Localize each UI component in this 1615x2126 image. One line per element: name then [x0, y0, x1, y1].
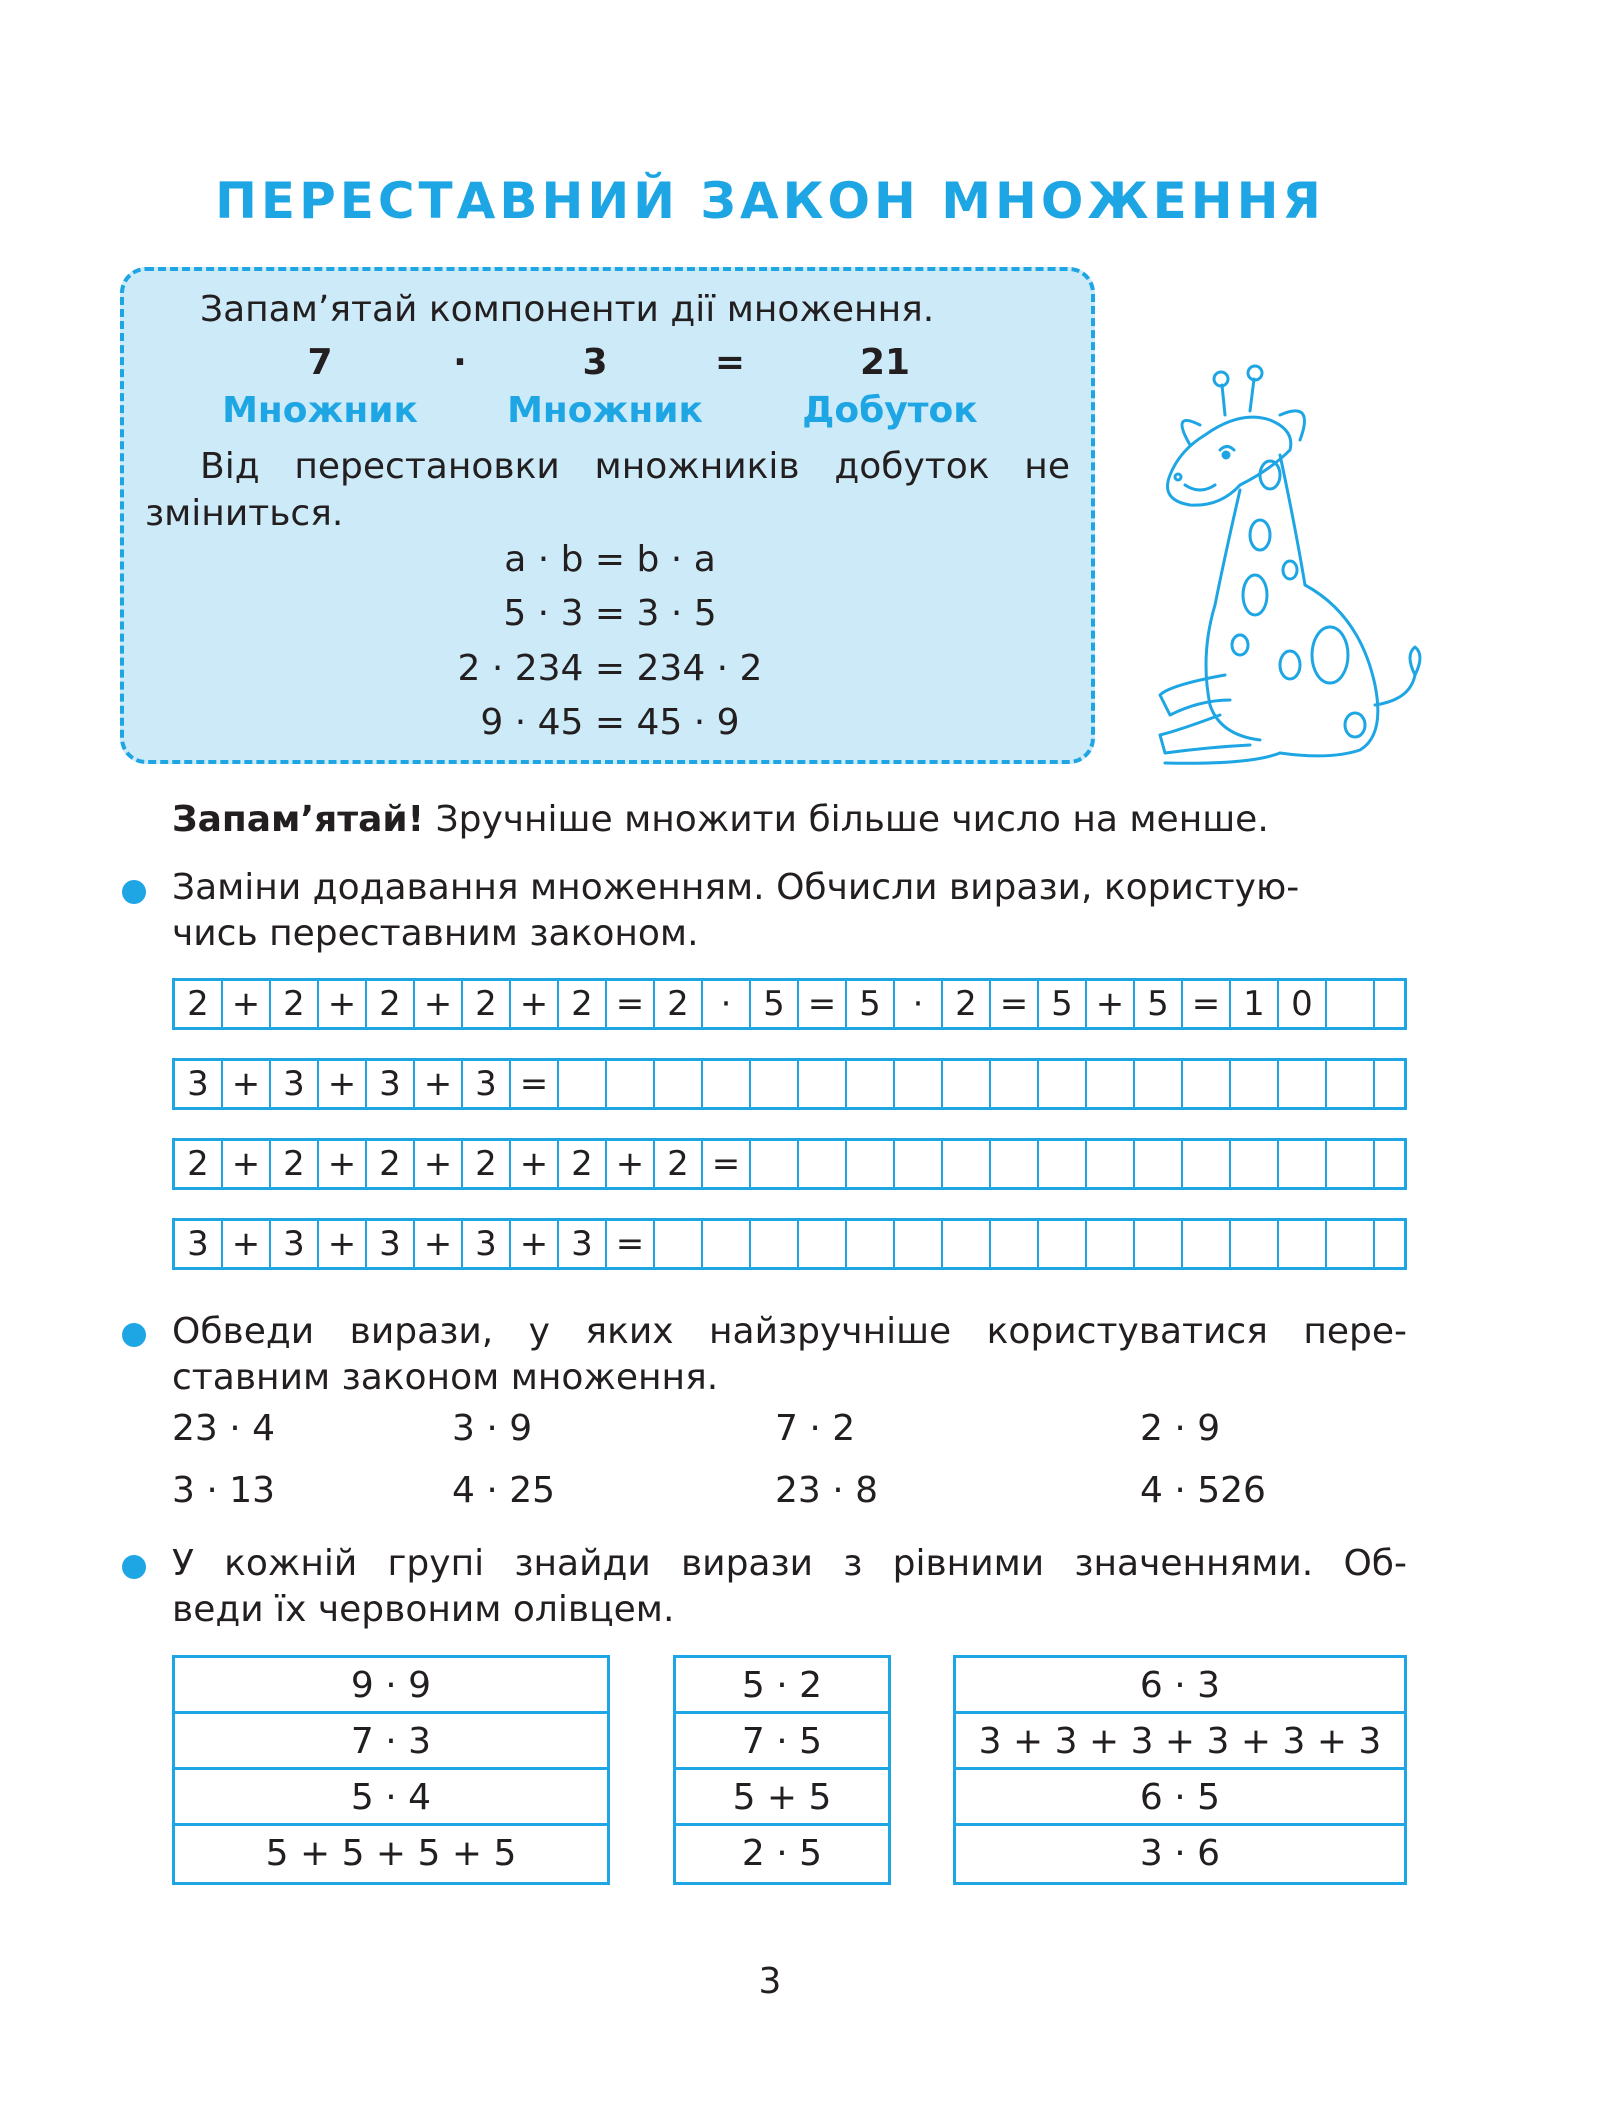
task1-text-line2: чись переставним законом.	[172, 913, 699, 954]
grid-cell[interactable]	[1087, 1141, 1135, 1187]
task2-text-line1: Обведи вирази, у яких найзручніше користуватися пере-	[172, 1311, 1407, 1352]
grid-cell[interactable]	[799, 1061, 847, 1107]
grid-cell[interactable]: 3	[463, 1061, 511, 1107]
grid-cell[interactable]	[1327, 981, 1375, 1027]
group-expression[interactable]: 5 + 5 + 5 + 5	[265, 1833, 517, 1874]
grid-cell[interactable]: 3	[271, 1221, 319, 1267]
answer-grid-3[interactable]	[172, 1138, 1407, 1190]
grid-cell[interactable]: 2	[655, 981, 703, 1027]
grid-cell[interactable]: 2	[175, 1141, 223, 1187]
grid-cell[interactable]: +	[319, 981, 367, 1027]
grid-cell[interactable]: 5	[751, 981, 799, 1027]
remember-text: Зручніше множити більше число на менше.	[424, 799, 1269, 840]
rule-intro: Запам’ятай компоненти дії множення.	[200, 289, 935, 330]
group-expression[interactable]: 6 · 5	[956, 1770, 1404, 1826]
grid-cell[interactable]: =	[799, 981, 847, 1027]
grid-cell[interactable]: =	[607, 981, 655, 1027]
grid-cell[interactable]: =	[703, 1141, 751, 1187]
answer-grid-2[interactable]	[172, 1058, 1407, 1110]
grid-cell[interactable]	[1039, 1221, 1087, 1267]
expression[interactable]: 3 · 13	[172, 1470, 276, 1511]
page-title: ПЕРЕСТАВНИЙ ЗАКОН МНОЖЕННЯ	[215, 172, 1325, 230]
grid-cell[interactable]: 5	[847, 981, 895, 1027]
grid-cell[interactable]	[943, 1221, 991, 1267]
grid-cell[interactable]: 0	[1279, 981, 1327, 1027]
grid-cell[interactable]	[847, 1061, 895, 1107]
formula-example-2: 2 · 234 = 234 · 2	[457, 648, 763, 689]
grid-cell[interactable]	[1135, 1141, 1183, 1187]
rule-text-line2: зміниться.	[145, 493, 344, 534]
group-expression[interactable]: 5 · 2	[676, 1658, 888, 1714]
grid-cell[interactable]	[751, 1141, 799, 1187]
grid-cell[interactable]	[799, 1221, 847, 1267]
grid-cell[interactable]: +	[1087, 981, 1135, 1027]
grid-cell[interactable]: +	[223, 1061, 271, 1107]
grid-cell[interactable]: 3	[271, 1061, 319, 1107]
group-expression[interactable]: 7 · 5	[676, 1714, 888, 1770]
task-bullet-icon	[122, 1555, 146, 1579]
grid-cell[interactable]	[1135, 1221, 1183, 1267]
grid-cell[interactable]: +	[415, 1061, 463, 1107]
grid-cell[interactable]: 3	[367, 1061, 415, 1107]
grid-cell[interactable]: +	[511, 1221, 559, 1267]
grid-cell[interactable]	[1183, 1141, 1231, 1187]
grid-cell[interactable]: 3	[463, 1221, 511, 1267]
grid-cell[interactable]	[751, 1061, 799, 1107]
grid-cell[interactable]: +	[319, 1141, 367, 1187]
grid-cell[interactable]	[1183, 1061, 1231, 1107]
grid-cell[interactable]	[703, 1221, 751, 1267]
grid-cell[interactable]	[703, 1061, 751, 1107]
grid-cell[interactable]	[1039, 1061, 1087, 1107]
grid-cell[interactable]: 2	[271, 1141, 319, 1187]
grid-cell[interactable]: +	[607, 1141, 655, 1187]
factor-b: 3	[582, 342, 608, 383]
task3-text-line2: веди їх червоним олівцем.	[172, 1589, 675, 1630]
grid-cell[interactable]: +	[319, 1221, 367, 1267]
expression[interactable]: 3 · 9	[452, 1408, 533, 1449]
grid-cell[interactable]	[943, 1061, 991, 1107]
expression-group-1	[172, 1655, 610, 1885]
task-bullet-icon	[122, 1323, 146, 1347]
group-expression[interactable]: 3 + 3 + 3 + 3 + 3 + 3	[956, 1714, 1404, 1770]
grid-cell[interactable]: 2	[463, 1141, 511, 1187]
grid-cell[interactable]: ·	[895, 981, 943, 1027]
grid-cell[interactable]: 2	[655, 1141, 703, 1187]
task3-text-line1: У кожній групі знайди вирази з рівними значеннями. Об-	[172, 1543, 1407, 1584]
grid-cell[interactable]	[847, 1141, 895, 1187]
expression[interactable]: 4 · 25	[452, 1470, 556, 1511]
grid-cell[interactable]	[991, 1061, 1039, 1107]
giraffe-illustration	[1130, 355, 1430, 785]
grid-cell[interactable]	[847, 1221, 895, 1267]
grid-cell[interactable]	[1375, 1221, 1404, 1267]
grid-cell[interactable]	[895, 1141, 943, 1187]
group-expression[interactable]: 3 · 6	[1139, 1833, 1221, 1874]
grid-cell[interactable]	[895, 1061, 943, 1107]
formula-example-3: 9 · 45 = 45 · 9	[480, 702, 740, 743]
grid-cell[interactable]	[1327, 1221, 1375, 1267]
grid-cell[interactable]: +	[415, 1141, 463, 1187]
grid-cell[interactable]: +	[511, 1141, 559, 1187]
grid-cell[interactable]: 2	[559, 981, 607, 1027]
grid-cell[interactable]	[1087, 1221, 1135, 1267]
grid-cell[interactable]	[1231, 1141, 1279, 1187]
formula-general: a · b = b · a	[504, 539, 716, 580]
grid-cell[interactable]	[1231, 1061, 1279, 1107]
grid-cell[interactable]: 3	[175, 1061, 223, 1107]
grid-cell[interactable]: +	[223, 1221, 271, 1267]
grid-cell[interactable]	[799, 1141, 847, 1187]
grid-cell[interactable]	[1375, 1061, 1404, 1107]
grid-cell[interactable]	[655, 1221, 703, 1267]
grid-cell[interactable]	[1327, 1061, 1375, 1107]
rule-text-line1: Від перестановки множників добуток не	[200, 446, 1070, 487]
expression-group-3	[953, 1655, 1407, 1885]
grid-cell[interactable]	[1375, 1141, 1404, 1187]
task1-text-line1: Заміни додавання множенням. Обчисли вирази, користую-	[172, 867, 1300, 908]
grid-cell[interactable]	[1183, 1221, 1231, 1267]
group-expression[interactable]: 2 · 5	[741, 1833, 823, 1874]
remember-bold: Запам’ятай!	[172, 799, 425, 840]
factor-b-label: Множник	[507, 390, 703, 431]
grid-cell[interactable]: 2	[367, 981, 415, 1027]
group-expression[interactable]: 9 · 9	[175, 1658, 607, 1714]
grid-cell[interactable]: +	[511, 981, 559, 1027]
grid-cell[interactable]: +	[223, 981, 271, 1027]
grid-cell[interactable]	[607, 1061, 655, 1107]
grid-cell[interactable]	[1279, 1061, 1327, 1107]
group-expression[interactable]: 6 · 3	[956, 1658, 1404, 1714]
factor-a-label: Множник	[222, 390, 418, 431]
grid-cell[interactable]	[1327, 1141, 1375, 1187]
answer-grid-4[interactable]	[172, 1218, 1407, 1270]
formula-example-1: 5 · 3 = 3 · 5	[503, 593, 717, 634]
grid-cell[interactable]	[895, 1221, 943, 1267]
grid-cell[interactable]	[991, 1221, 1039, 1267]
product-label: Добуток	[802, 390, 978, 431]
grid-cell[interactable]	[1279, 1221, 1327, 1267]
answer-grid-1[interactable]	[172, 978, 1407, 1030]
grid-cell[interactable]: =	[511, 1061, 559, 1107]
grid-cell[interactable]	[1039, 1141, 1087, 1187]
grid-cell[interactable]: =	[607, 1221, 655, 1267]
grid-cell[interactable]: 3	[175, 1221, 223, 1267]
expression-group-2	[673, 1655, 891, 1885]
grid-cell[interactable]	[991, 1141, 1039, 1187]
grid-cell[interactable]	[1279, 1141, 1327, 1187]
expression[interactable]: 7 · 2	[775, 1408, 856, 1449]
grid-cell[interactable]	[1375, 981, 1404, 1027]
grid-cell[interactable]: 2	[463, 981, 511, 1027]
grid-cell[interactable]: 3	[367, 1221, 415, 1267]
grid-cell[interactable]: +	[223, 1141, 271, 1187]
factor-a: 7	[307, 342, 333, 383]
grid-cell[interactable]: 2	[559, 1141, 607, 1187]
grid-cell[interactable]: 2	[943, 981, 991, 1027]
grid-cell[interactable]	[1231, 1221, 1279, 1267]
task2-text-line2: ставним законом множення.	[172, 1357, 719, 1398]
grid-cell[interactable]: 2	[271, 981, 319, 1027]
expression[interactable]: 2 · 9	[1140, 1408, 1221, 1449]
remember-line	[172, 798, 1269, 841]
grid-cell[interactable]	[1087, 1061, 1135, 1107]
grid-cell[interactable]	[751, 1221, 799, 1267]
grid-cell[interactable]: 1	[1231, 981, 1279, 1027]
expression[interactable]: 23 · 4	[172, 1408, 276, 1449]
grid-cell[interactable]: +	[415, 981, 463, 1027]
grid-cell[interactable]: +	[319, 1061, 367, 1107]
grid-cell[interactable]	[655, 1061, 703, 1107]
product-value: 21	[859, 342, 911, 383]
grid-cell[interactable]	[559, 1061, 607, 1107]
grid-cell[interactable]: 3	[559, 1221, 607, 1267]
grid-cell[interactable]: ·	[703, 981, 751, 1027]
grid-cell[interactable]	[1135, 1061, 1183, 1107]
grid-cell[interactable]: =	[991, 981, 1039, 1027]
page-number: 3	[758, 1961, 782, 2002]
multiply-sign: ·	[453, 342, 467, 383]
task-bullet-icon	[122, 880, 146, 904]
expression[interactable]: 23 · 8	[775, 1470, 879, 1511]
group-expression[interactable]: 7 · 3	[175, 1714, 607, 1770]
grid-cell[interactable]: 5	[1039, 981, 1087, 1027]
group-expression[interactable]: 5 + 5	[676, 1770, 888, 1826]
grid-cell[interactable]: +	[415, 1221, 463, 1267]
group-expression[interactable]: 5 · 4	[175, 1770, 607, 1826]
grid-cell[interactable]: 2	[367, 1141, 415, 1187]
grid-cell[interactable]: 5	[1135, 981, 1183, 1027]
grid-cell[interactable]	[943, 1141, 991, 1187]
expression[interactable]: 4 · 526	[1140, 1470, 1266, 1511]
equals-sign: =	[714, 342, 746, 383]
grid-cell[interactable]: =	[1183, 981, 1231, 1027]
grid-cell[interactable]: 2	[175, 981, 223, 1027]
